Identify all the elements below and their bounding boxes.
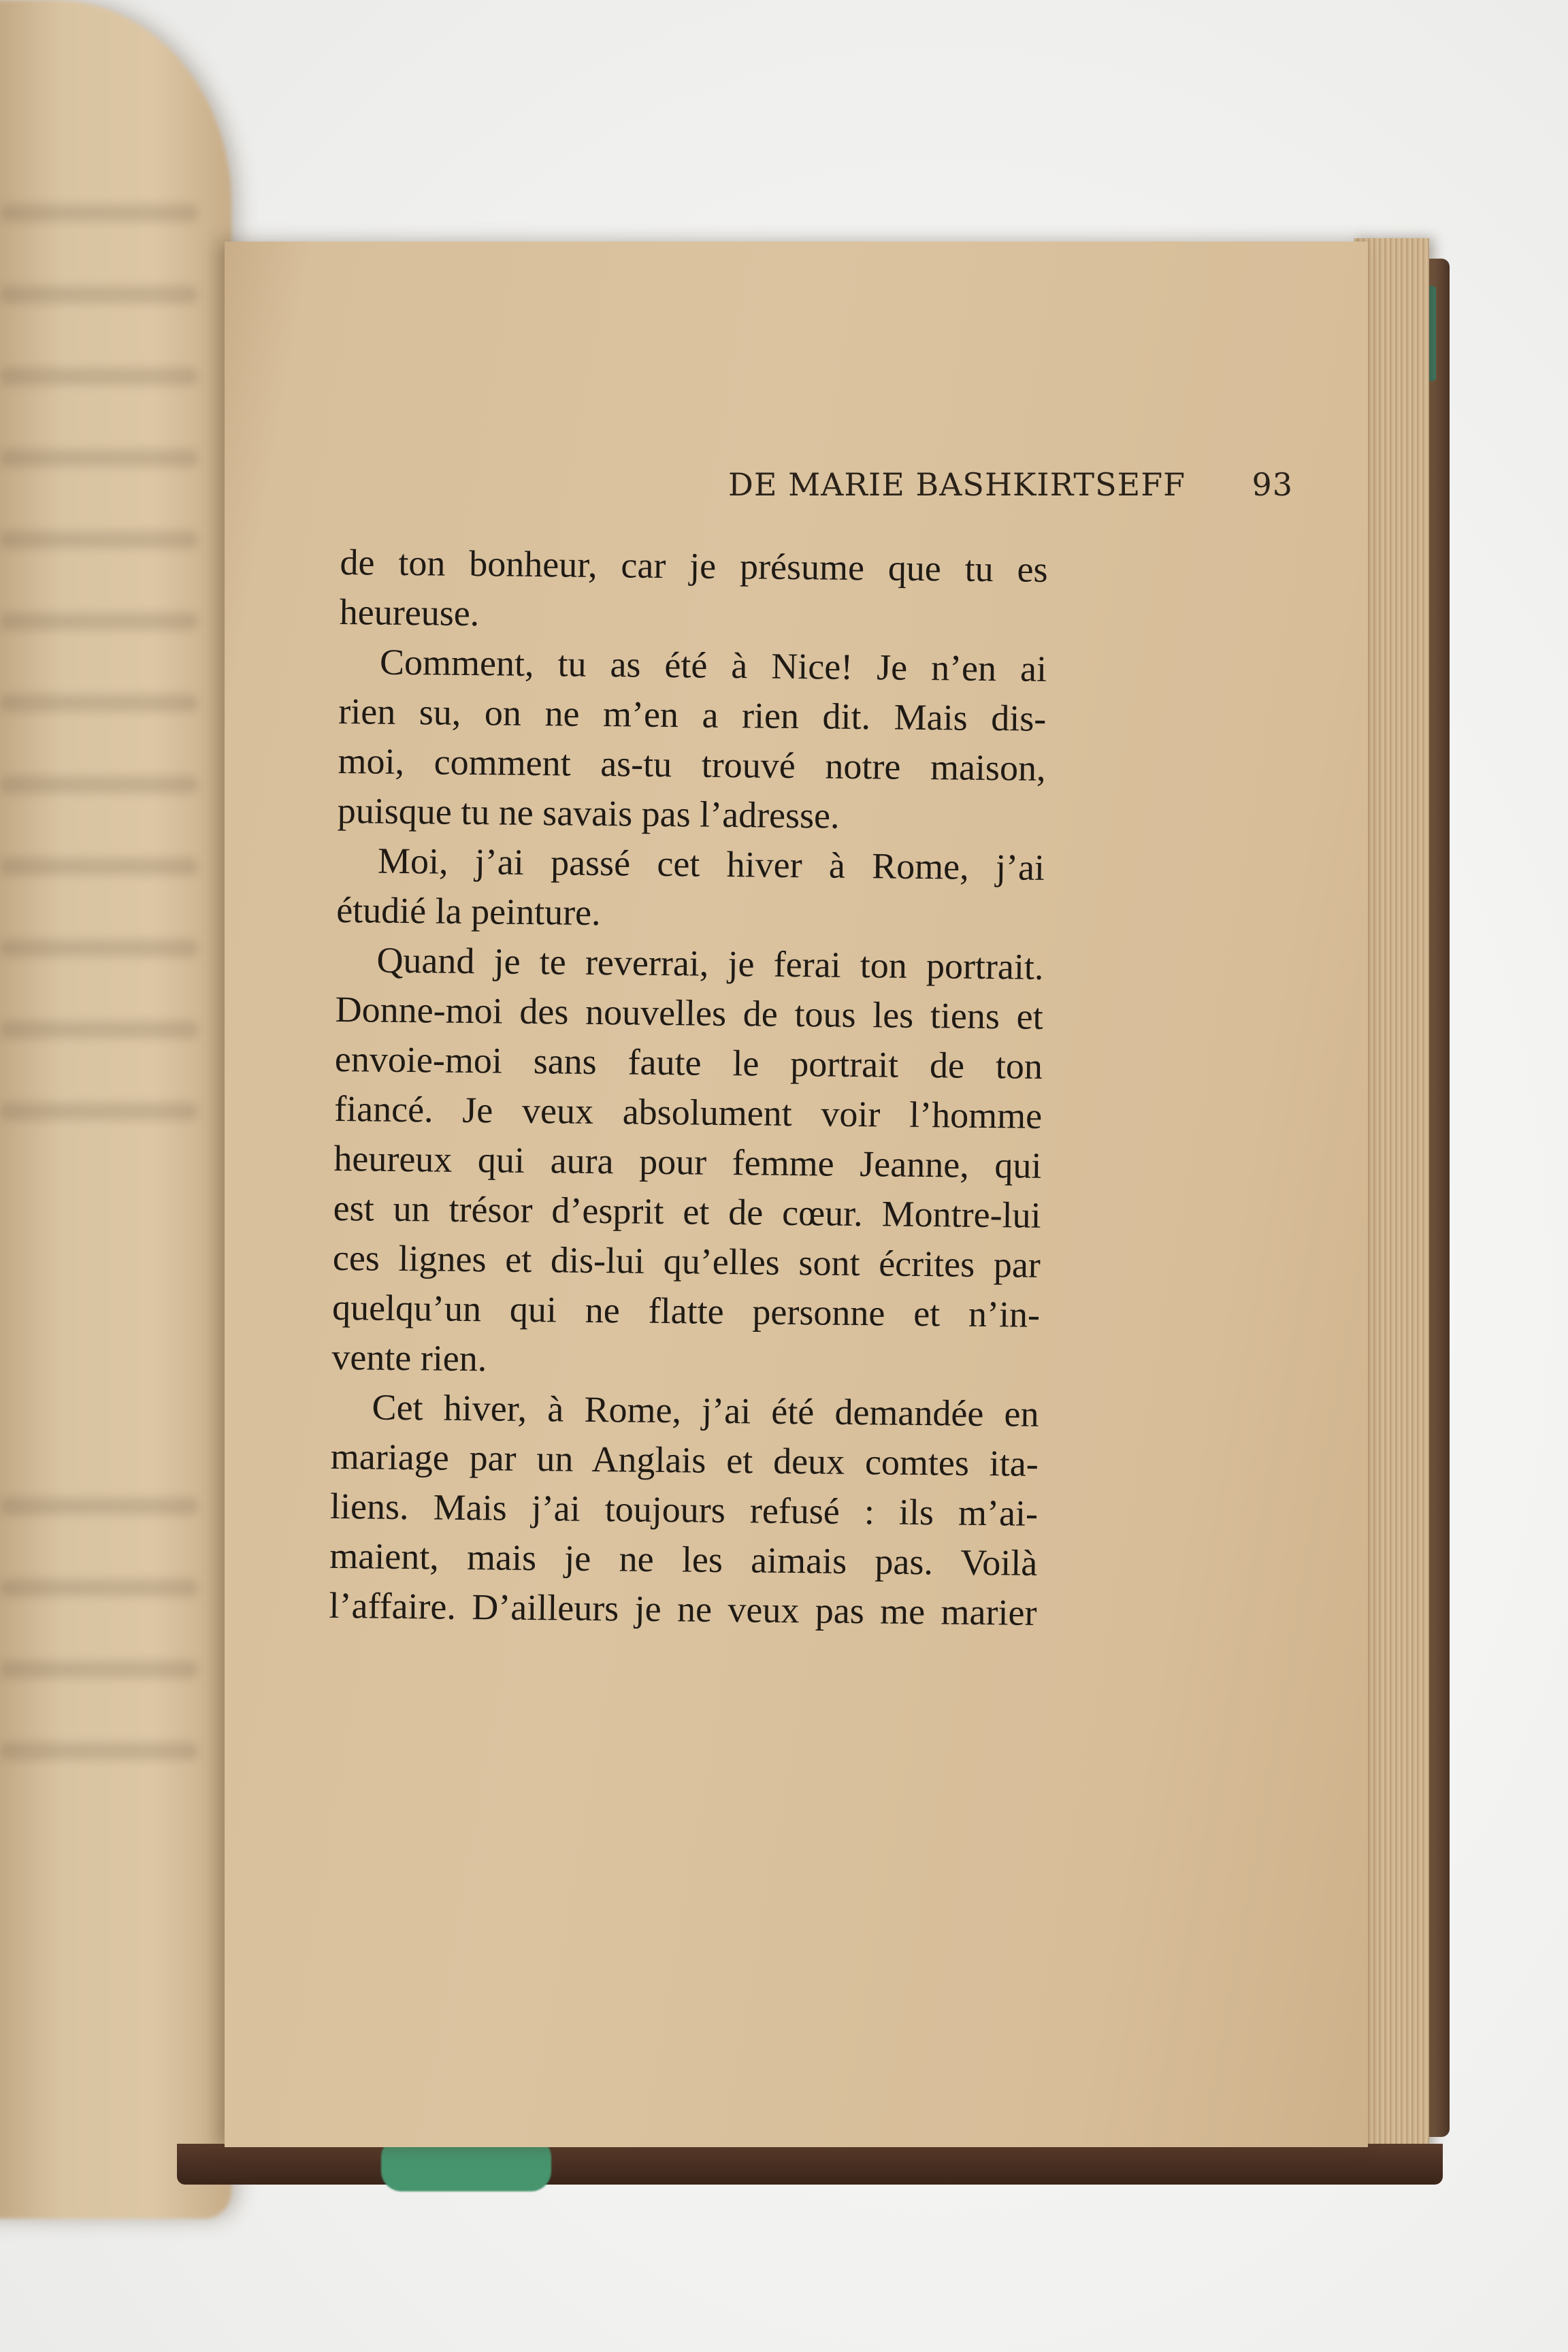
text-line: Quand je te reverrai, je ferai ton portrait. xyxy=(376,939,1044,987)
text-line: envoie-moi sans faute le portrait de ton xyxy=(334,1038,1043,1087)
blurred-text-line xyxy=(0,776,197,794)
text-line: liens. Mais j’ai toujours refusé : ils m’ai- xyxy=(329,1485,1039,1534)
text-line: de ton bonheur, car je présume que tu es xyxy=(340,541,1048,590)
blurred-text-line xyxy=(0,204,197,222)
running-title: DE MARIE BASHKIRTSEFF xyxy=(728,466,1186,503)
text-line: est un trésor d’esprit et de cœur. Montre-lui xyxy=(333,1187,1041,1236)
text-line: vente rien. xyxy=(331,1336,487,1379)
text-line: Moi, j’ai passé cet hiver à Rome, j’ai xyxy=(377,840,1045,888)
blurred-text-line xyxy=(0,1579,197,1597)
blurred-text-line xyxy=(0,1102,197,1120)
book-cover-bottom xyxy=(177,2144,1443,2185)
blurred-text-line xyxy=(0,531,197,549)
text-line: Donne-moi des nouvelles de tous les tiens et xyxy=(335,988,1044,1037)
page-header xyxy=(510,466,1293,507)
blurred-text-line xyxy=(0,1742,197,1760)
text-line: ces lignes et dis-lui qu’elles sont écrites par xyxy=(332,1237,1041,1286)
text-line: mariage par un Anglais et deux comtes ita- xyxy=(330,1435,1039,1484)
blurred-text-line xyxy=(0,939,197,957)
text-line: rien su, on ne m’en a rien dit. Mais dis- xyxy=(338,690,1047,739)
text-line: l’affaire. D’ailleurs je ne veux pas me marier xyxy=(329,1584,1037,1633)
text-line: étudié la peinture. xyxy=(336,889,601,934)
left-facing-page-blurred xyxy=(0,0,231,2219)
text-line: Comment, tu as été à Nice! Je n’en ai xyxy=(379,641,1047,689)
page-text xyxy=(329,538,1048,1638)
blurred-text-line xyxy=(0,286,197,304)
text-line: quelqu’un qui ne flatte personne et n’in- xyxy=(331,1286,1041,1335)
text-line: heureuse. xyxy=(339,591,480,634)
blurred-text-line xyxy=(0,1021,197,1039)
blurred-text-line xyxy=(0,1661,197,1678)
blurred-text-line xyxy=(0,449,197,467)
page-number: 93 xyxy=(1252,466,1293,503)
blurred-text-line xyxy=(0,1497,197,1515)
text-line: fiancé. Je veux absolument voir l’homme xyxy=(333,1088,1043,1137)
text-line: maient, mais je ne les aimais pas. Voilà xyxy=(329,1535,1038,1584)
text-line: Cet hiver, à Rome, j’ai été demandée en xyxy=(372,1386,1039,1435)
blurred-text-line xyxy=(0,368,197,385)
blurred-text-line xyxy=(0,694,197,712)
blurred-text-line xyxy=(0,858,197,875)
text-line: puisque tu ne savais pas l’adresse. xyxy=(337,789,840,836)
text-line: moi, comment as-tu trouvé notre maison, xyxy=(338,740,1046,789)
blurred-text-line xyxy=(0,612,197,630)
text-line: heureux qui aura pour femme Jeanne, qui xyxy=(333,1137,1042,1186)
